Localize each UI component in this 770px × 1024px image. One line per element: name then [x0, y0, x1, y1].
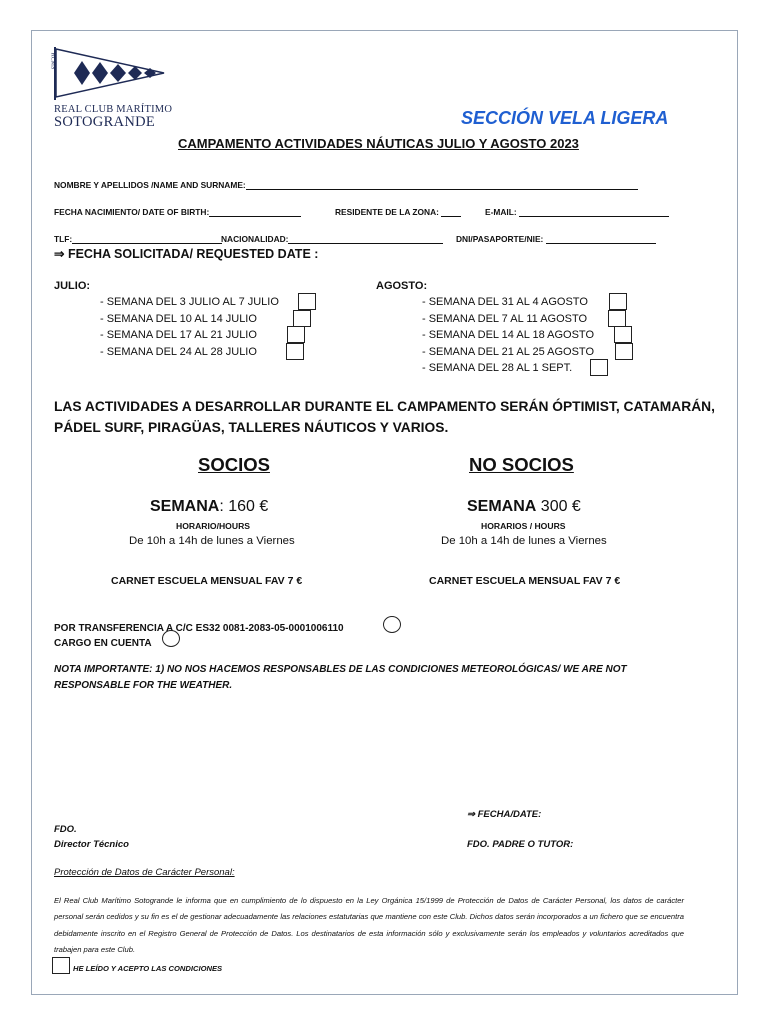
july-week-4-checkbox[interactable]	[286, 343, 304, 360]
august-week-1-checkbox[interactable]	[609, 293, 627, 310]
email-field[interactable]	[485, 207, 669, 217]
resident-label: RESIDENTE DE LA ZONA:	[335, 207, 439, 217]
august-label: AGOSTO:	[376, 280, 428, 292]
members-hours-label: HORARIO/HOURS	[176, 521, 251, 531]
account-charge-text: CARGO EN CUENTA	[54, 638, 152, 649]
phone-field[interactable]	[54, 234, 222, 244]
requested-date-heading: ⇒ FECHA SOLICITADA/ REQUESTED DATE :	[54, 247, 319, 261]
dni-label: DNI/PASAPORTE/NIE:	[456, 234, 544, 244]
nationality-label: NACIONALIDAD:	[221, 234, 289, 244]
members-week-label: SEMANA	[150, 498, 220, 515]
august-week-5: - SEMANA DEL 28 AL 1 SEPT.	[422, 362, 573, 374]
august-week-3-checkbox[interactable]	[614, 326, 632, 343]
privacy-text: El Real Club Marítimo Sotogrande le informa que en cumplimiento de lo dispuesto en la Ley Orgánica 15/1999 de Protección de Datos de Carácter Personal, los datos de carácter personal serán cedidos y su fin es el de gestionar adecuadamente las relaciones estatutarias que mantiene con este Club. Dichos datos serán incorporados a un fichero que se encuentra debidamente inscrito en el Registro General de Protección de Datos. Los destinatarios de esta información sólo y exclusivamente serán los empleados y voluntarios acreditados que trabajen para este Club.	[54, 896, 684, 954]
accept-label: HE LEÍDO Y ACEPTO LAS CONDICIONES	[73, 964, 223, 973]
transfer-text: POR TRANSFERENCIA A C/C ES32 0081-2083-05-0001006110	[54, 623, 344, 634]
members-hours: De 10h a 14h de lunes a Viernes	[129, 535, 295, 547]
phone-label: TLF:	[54, 234, 73, 244]
privacy-heading: Protección de Datos de Carácter Personal:	[54, 867, 235, 878]
august-week-2-checkbox[interactable]	[608, 310, 626, 327]
date-label: ⇒ FECHA/DATE:	[467, 809, 542, 820]
july-label: JULIO:	[54, 280, 91, 292]
july-week-1: - SEMANA DEL 3 JULIO AL 7 JULIO	[100, 296, 279, 308]
july-week-3-checkbox[interactable]	[287, 326, 305, 343]
section-title: SECCIÓN VELA LIGERA	[461, 108, 669, 128]
accept-checkbox[interactable]	[52, 957, 70, 974]
members-week-price	[150, 498, 268, 516]
members-heading: SOCIOS	[198, 454, 270, 475]
july-week-2: - SEMANA DEL 10 AL 14 JULIO	[100, 313, 257, 325]
director-label: Director Técnico	[54, 839, 129, 850]
nationality-field[interactable]	[221, 234, 443, 244]
important-note: NOTA IMPORTANTE: 1) NO NOS HACEMOS RESPONSABLES DE LAS CONDICIONES METEOROLÓGICAS/ WE ARE NOT RESPONSABLE FOR THE WEATHER.	[54, 664, 627, 691]
august-week-1: - SEMANA DEL 31 AL 4 AGOSTO	[422, 296, 588, 308]
august-week-3: - SEMANA DEL 14 AL 18 AGOSTO	[422, 329, 595, 341]
august-week-5-checkbox[interactable]	[590, 359, 608, 376]
august-week-4-checkbox[interactable]	[615, 343, 633, 360]
account-charge-radio[interactable]	[162, 630, 180, 647]
non-members-week-label: SEMANA	[467, 498, 537, 515]
members-carnet: CARNET ESCUELA MENSUAL FAV 7 €	[111, 575, 303, 587]
name-label: NOMBRE Y APELLIDOS /NAME AND SURNAME:	[54, 180, 246, 190]
august-week-4: - SEMANA DEL 21 AL 25 AGOSTO	[422, 346, 595, 358]
july-week-4: - SEMANA DEL 24 AL 28 JULIO	[100, 346, 257, 358]
resident-field[interactable]	[335, 207, 461, 217]
dni-field[interactable]	[456, 234, 656, 244]
parent-signature-label: FDO. PADRE O TUTOR:	[467, 839, 574, 850]
page-frame	[31, 30, 738, 995]
non-members-hours: De 10h a 14h de lunes a Viernes	[441, 535, 607, 547]
july-week-2-checkbox[interactable]	[293, 310, 311, 327]
non-members-price-value: 300 €	[536, 498, 581, 515]
non-members-hours-label: HORARIOS / HOURS	[481, 521, 566, 531]
members-price-value: : 160 €	[219, 498, 269, 515]
activities-text: LAS ACTIVIDADES A DESARROLLAR DURANTE EL CAMPAMENTO SERÁN ÓPTIMIST, CATAMARÁN, PÁDEL SURF, PIRAGÜAS, TALLERES NÁUTICOS Y VARIOS.	[54, 399, 715, 435]
july-week-1-checkbox[interactable]	[298, 293, 316, 310]
non-members-carnet: CARNET ESCUELA MENSUAL FAV 7 €	[429, 575, 621, 587]
name-field[interactable]	[54, 180, 638, 190]
birth-label: FECHA NACIMIENTO/ DATE OF BIRTH:	[54, 207, 210, 217]
july-week-3: - SEMANA DEL 17 AL 21 JULIO	[100, 329, 257, 341]
august-week-2: - SEMANA DEL 7 AL 11 AGOSTO	[422, 313, 588, 325]
email-label: E-MAIL:	[485, 207, 517, 217]
club-name-line2: SOTOGRANDE	[54, 114, 156, 130]
logo-letters: RCMS	[49, 52, 56, 70]
fdo-label: FDO.	[54, 824, 77, 835]
club-name-line1: REAL CLUB MARÍTIMO	[54, 104, 173, 115]
main-title: CAMPAMENTO ACTIVIDADES NÁUTICAS JULIO Y AGOSTO 2023	[178, 136, 579, 151]
non-members-week-price	[467, 498, 581, 516]
non-members-heading: NO SOCIOS	[469, 454, 574, 475]
birth-field[interactable]	[54, 207, 301, 217]
transfer-radio[interactable]	[383, 616, 401, 633]
